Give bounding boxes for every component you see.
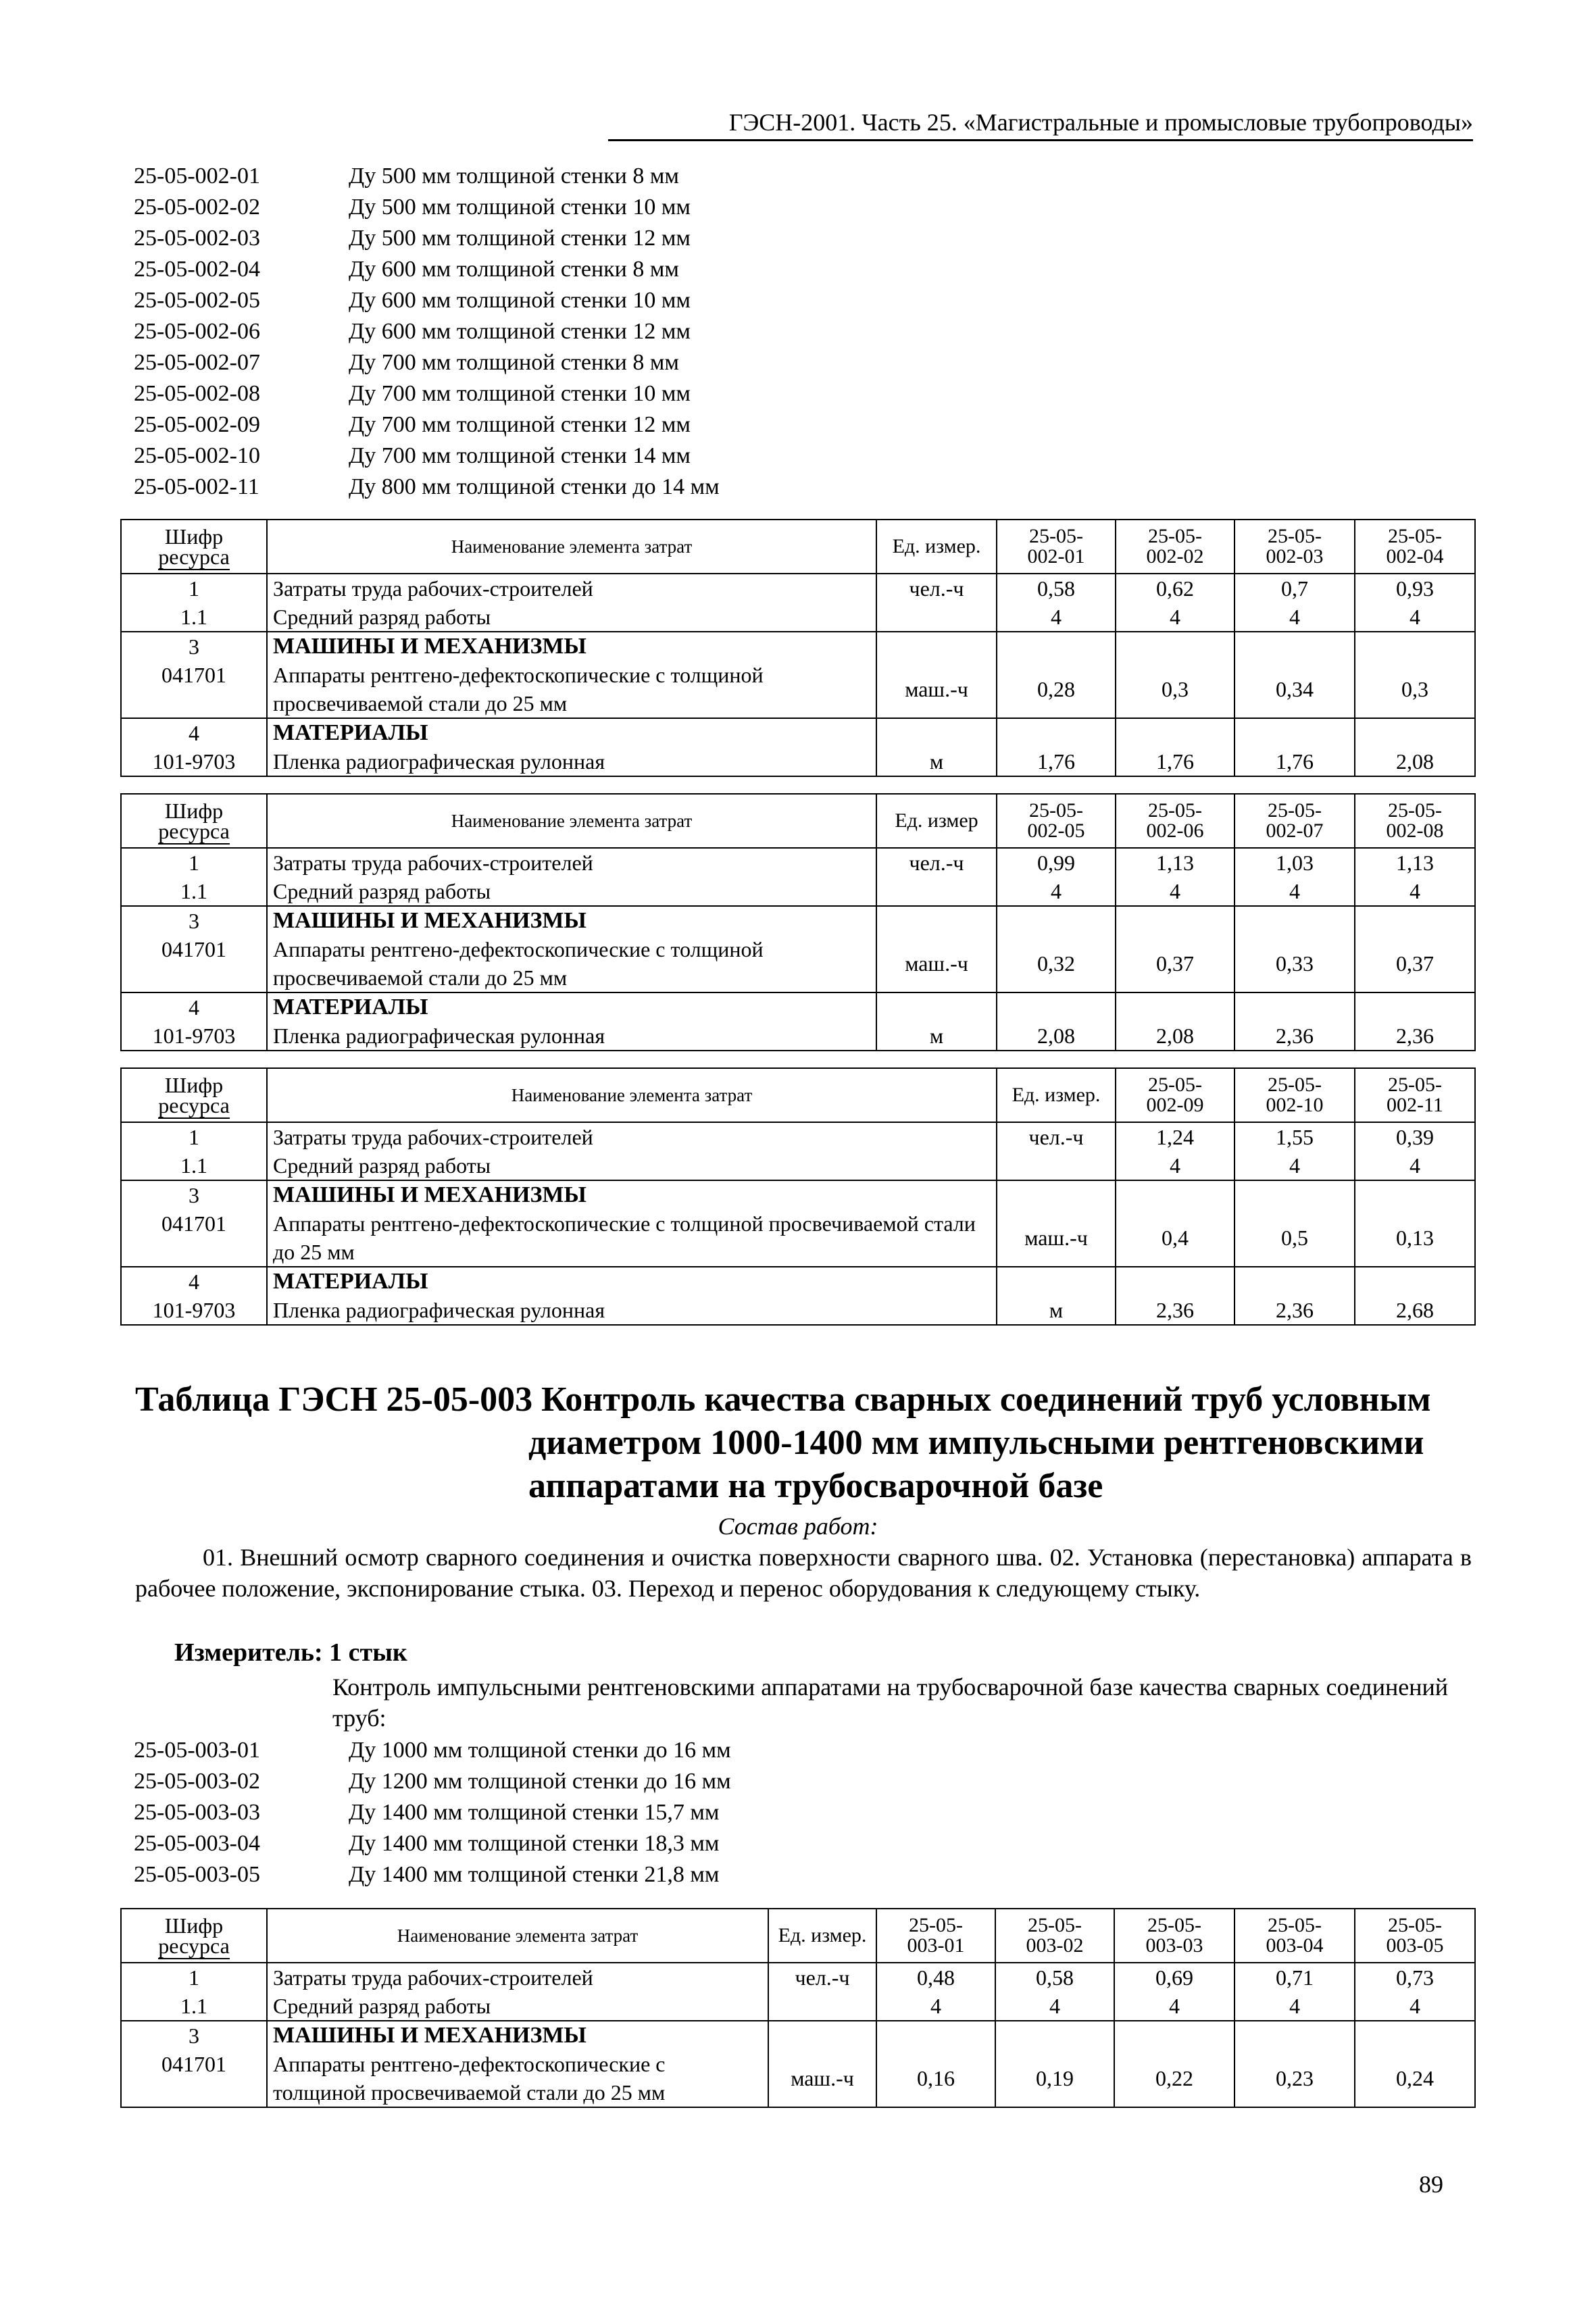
column-header: 25-05- 003-04 xyxy=(1235,1909,1355,1963)
list-item: 25-05-002-06 Ду 600 мм толщиной стенки 12 мм xyxy=(134,319,691,344)
section-title: Таблица ГЭСН 25-05-003 Контроль качества сварных соединений труб условным диаметром 1000-1400 мм импульсными рентгеновскими аппаратами на трубосварочной базе xyxy=(135,1380,1431,1505)
column-header: 25-05- 002-11 xyxy=(1355,1068,1475,1122)
table-row-material: 101-9703 Пленка радиографическая рулонная м 2,08 2,08 2,36 2,36 xyxy=(121,1022,1475,1051)
column-header: 25-05- 002-01 xyxy=(997,520,1116,574)
list-item: 25-05-002-02 Ду 500 мм толщиной стенки 10 мм xyxy=(134,195,691,220)
list-item: 25-05-002-03 Ду 500 мм толщиной стенки 12 мм xyxy=(134,226,691,251)
table-header-row xyxy=(121,1909,1475,1963)
table-row-labor: 1 Затраты труда рабочих-строителей чел.-ч 0,99 1,13 1,03 1,13 xyxy=(121,848,1475,877)
control-description: Контроль импульсными рентгеновскими аппаратами на трубосварочной базе качества сварных соединений труб: xyxy=(332,1674,1449,1732)
unit-header: Ед. измер. xyxy=(997,1068,1116,1122)
measure-unit: Измеритель: 1 стык xyxy=(174,1638,407,1667)
table-header-row xyxy=(121,1068,1475,1122)
column-header: 25-05- 002-04 xyxy=(1355,520,1475,574)
table-row-rank: 1.1 Средний разряд работы 4 4 4 4 4 xyxy=(121,1992,1475,2021)
table-row-section-machines: 3 МАШИНЫ И МЕХАНИЗМЫ xyxy=(121,2021,1475,2050)
list-item: 25-05-002-09 Ду 700 мм толщиной стенки 12 мм xyxy=(134,412,691,437)
unit-header: Ед. измер xyxy=(876,794,997,848)
list-item: 25-05-002-05 Ду 600 мм толщиной стенки 10 мм xyxy=(134,288,691,313)
column-header: 25-05- 002-03 xyxy=(1235,520,1355,574)
shifr-header: Шифр ресурса xyxy=(121,520,267,574)
table-row-rank: 1.1 Средний разряд работы 4 4 4 xyxy=(121,1151,1475,1180)
page-number: 89 xyxy=(1419,2171,1443,2198)
column-header: 25-05- 002-07 xyxy=(1235,794,1355,848)
list-item: 25-05-002-04 Ду 600 мм толщиной стенки 8 мм xyxy=(134,257,679,282)
code-list-003 xyxy=(134,1735,731,1890)
table-row-machine: 041701 Аппараты рентгено-дефектоскопические с толщиной просвечиваемой стали до 25 мм маш.-ч 0,4 0,5 0,13 xyxy=(121,1209,1475,1267)
shifr-header: Шифр ресурса xyxy=(121,1068,267,1122)
table-row-section-machines: 3 МАШИНЫ И МЕХАНИЗМЫ xyxy=(121,906,1475,935)
table-row-section-machines: 3 МАШИНЫ И МЕХАНИЗМЫ xyxy=(121,632,1475,661)
list-item: 25-05-002-07 Ду 700 мм толщиной стенки 8 мм xyxy=(134,350,679,375)
list-item: 25-05-003-04 Ду 1400 мм толщиной стенки 18,3 мм xyxy=(134,1831,720,1856)
table-row-machine: 041701 Аппараты рентгено-дефектоскопические с толщиной просвечиваемой стали до 25 мм маш.-ч 0,32 0,37 0,33 0,37 xyxy=(121,935,1475,992)
column-header: 25-05- 002-10 xyxy=(1235,1068,1355,1122)
list-item: 25-05-003-01 Ду 1000 мм толщиной стенки до 16 мм xyxy=(134,1738,731,1763)
column-header: 25-05- 002-05 xyxy=(997,794,1116,848)
unit-header: Ед. измер. xyxy=(876,520,997,574)
work-composition-text: 01. Внешний осмотр сварного соединения и очистка поверхности сварного шва. 02. Установка (перестановка) аппарата в рабочее положение, экспонирование стыка. 03. Переход и перенос оборудования к следующему стыку. xyxy=(135,1544,1472,1602)
page-header: ГЭСН-2001. Часть 25. «Магистральные и промысловые трубопроводы» xyxy=(608,108,1473,141)
list-item: 25-05-002-10 Ду 700 мм толщиной стенки 14 мм xyxy=(134,443,691,468)
table-row-rank: 1.1 Средний разряд работы 4 4 4 4 xyxy=(121,877,1475,906)
name-header: Наименование элемента затрат xyxy=(267,794,876,848)
table-header-row xyxy=(121,794,1475,848)
table-row-section-materials: 4 МАТЕРИАЛЫ xyxy=(121,992,1475,1022)
column-header: 25-05- 003-01 xyxy=(876,1909,995,1963)
table-row-section-materials: 4 МАТЕРИАЛЫ xyxy=(121,718,1475,747)
list-item: 25-05-003-05 Ду 1400 мм толщиной стенки 21,8 мм xyxy=(134,1862,720,1887)
table-row-section-materials: 4 МАТЕРИАЛЫ xyxy=(121,1267,1475,1296)
shifr-header: Шифр ресурса xyxy=(121,794,267,848)
table-row-material: 101-9703 Пленка радиографическая рулонная м 2,36 2,36 2,68 xyxy=(121,1296,1475,1325)
name-header: Наименование элемента затрат xyxy=(267,1909,768,1963)
list-item: 25-05-002-08 Ду 700 мм толщиной стенки 10 мм xyxy=(134,381,691,406)
column-header: 25-05- 003-05 xyxy=(1355,1909,1475,1963)
code-list-002 xyxy=(134,161,720,503)
table-row-labor: 1 Затраты труда рабочих-строителей чел.-ч 0,48 0,58 0,69 0,71 0,73 xyxy=(121,1963,1475,1992)
column-header: 25-05- 002-06 xyxy=(1116,794,1235,848)
resource-table-2 xyxy=(120,793,1476,1051)
table-row-material: 101-9703 Пленка радиографическая рулонная м 1,76 1,76 1,76 2,08 xyxy=(121,747,1475,776)
table-row-machine: 041701 Аппараты рентгено-дефектоскопические с толщиной просвечиваемой стали до 25 мм маш.-ч 0,28 0,3 0,34 0,3 xyxy=(121,661,1475,718)
list-item: 25-05-003-02 Ду 1200 мм толщиной стенки до 16 мм xyxy=(134,1769,731,1794)
list-item: 25-05-002-01 Ду 500 мм толщиной стенки 8 мм xyxy=(134,164,679,188)
unit-header: Ед. измер. xyxy=(768,1909,876,1963)
table-row-machine: 041701 Аппараты рентгено-дефектоскопические с толщиной просвечиваемой стали до 25 мм маш.-ч 0,16 0,19 0,22 0,23 0,24 xyxy=(121,2050,1475,2107)
list-item: 25-05-002-11 Ду 800 мм толщиной стенки до 14 мм xyxy=(134,474,720,499)
column-header: 25-05- 003-02 xyxy=(995,1909,1114,1963)
resource-table-4 xyxy=(120,1908,1476,2108)
work-composition-label: Состав работ: xyxy=(718,1513,878,1540)
column-header: 25-05- 002-09 xyxy=(1116,1068,1235,1122)
name-header: Наименование элемента затрат xyxy=(267,1068,997,1122)
table-row-labor: 1 Затраты труда рабочих-строителей чел.-ч 1,24 1,55 0,39 xyxy=(121,1122,1475,1151)
table-row-labor: 1 Затраты труда рабочих-строителей чел.-ч 0,58 0,62 0,7 0,93 xyxy=(121,574,1475,603)
table-row-section-machines: 3 МАШИНЫ И МЕХАНИЗМЫ xyxy=(121,1180,1475,1209)
table-header-row xyxy=(121,520,1475,574)
column-header: 25-05- 002-08 xyxy=(1355,794,1475,848)
column-header: 25-05- 003-03 xyxy=(1114,1909,1235,1963)
resource-table-3 xyxy=(120,1067,1476,1326)
list-item: 25-05-003-03 Ду 1400 мм толщиной стенки 15,7 мм xyxy=(134,1800,720,1825)
table-row-rank: 1.1 Средний разряд работы 4 4 4 4 xyxy=(121,603,1475,632)
shifr-header: Шифр ресурса xyxy=(121,1909,267,1963)
resource-table-1 xyxy=(120,519,1476,777)
name-header: Наименование элемента затрат xyxy=(267,520,876,574)
column-header: 25-05- 002-02 xyxy=(1116,520,1235,574)
